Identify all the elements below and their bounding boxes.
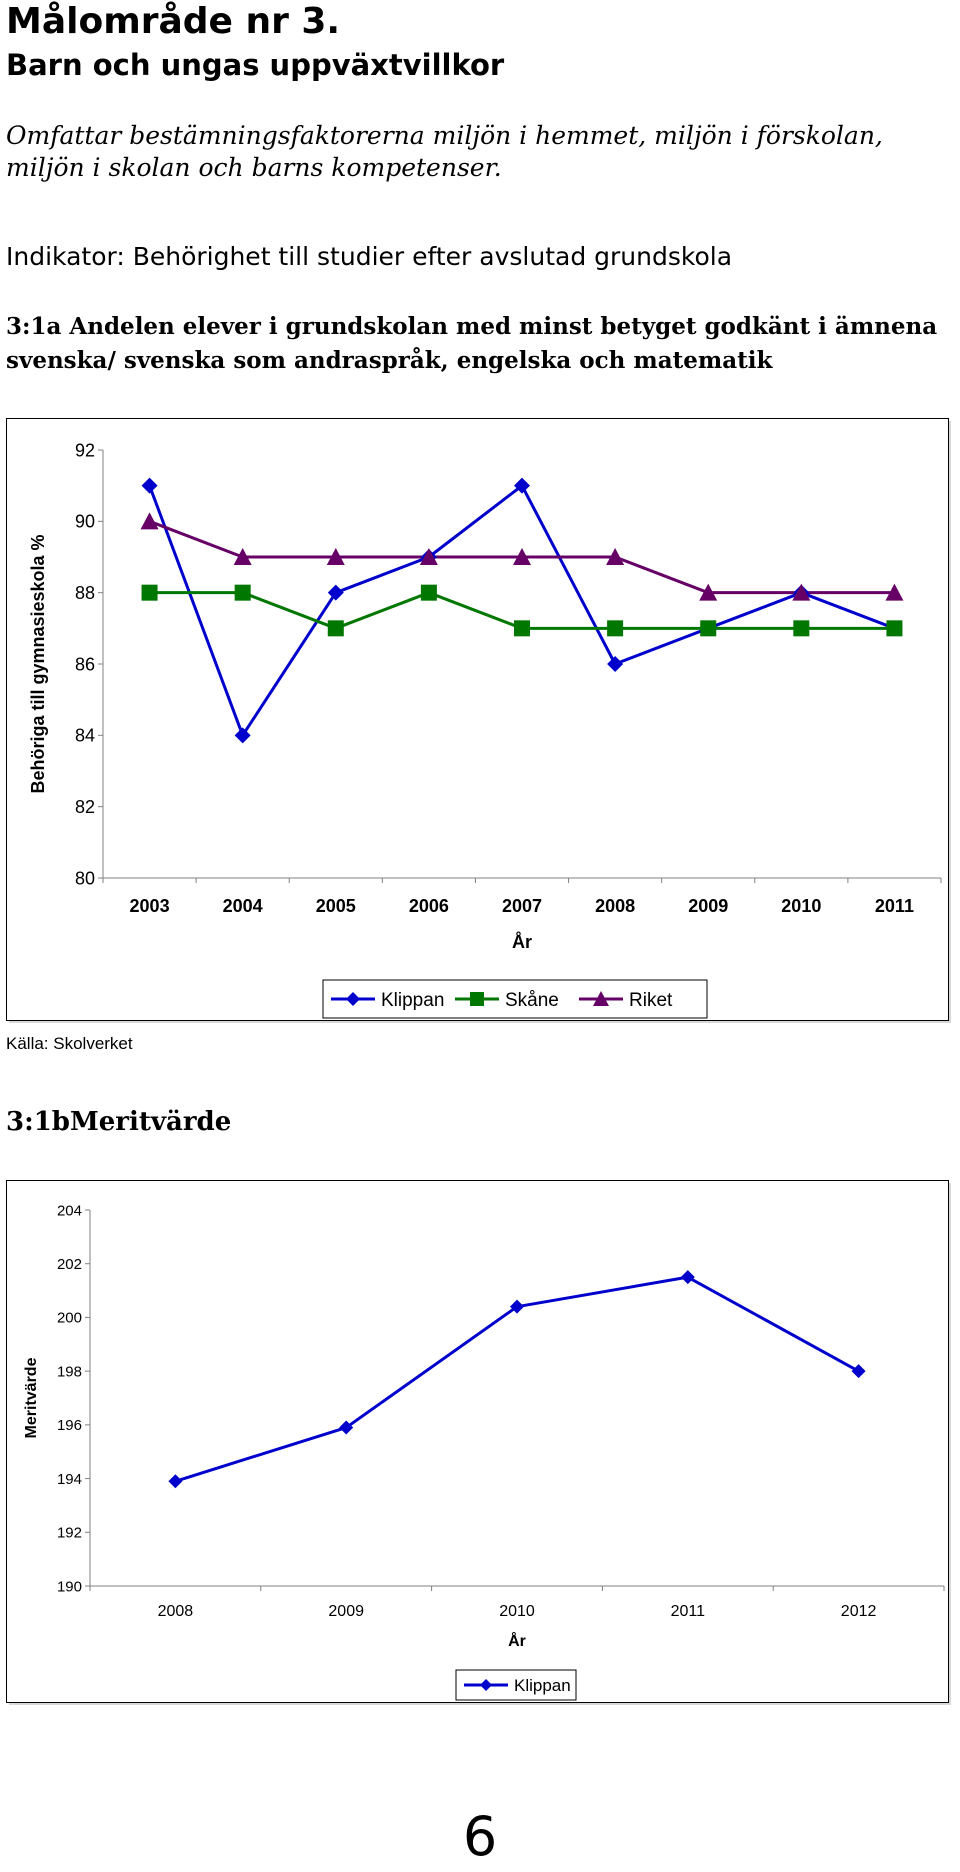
page-subtitle: Barn och ungas uppväxtvillkor xyxy=(6,48,505,82)
chart2-x-axis-title: År xyxy=(508,1633,526,1650)
page-title: Målområde nr 3. xyxy=(6,1,341,42)
chart1-y-tick-label: 84 xyxy=(74,725,95,746)
chart1-legend-label-klippan: Klippan xyxy=(381,989,445,1011)
chart1-x-tick-label: 2011 xyxy=(874,896,914,916)
chart1-x-tick-label: 2009 xyxy=(688,896,729,916)
chart2-y-tick-label: 198 xyxy=(56,1363,82,1381)
chart1-y-tick-label: 82 xyxy=(74,796,95,817)
chart2-legend-label-klippan: Klippan xyxy=(514,1676,571,1696)
chart1-y-tick-label: 92 xyxy=(74,440,95,461)
section-3-1a-heading: 3:1a Andelen elever i grundskolan med minst betyget godkänt i ämnena svenska/ svenska som andraspråk, engelska och matematik xyxy=(6,313,938,374)
indicator-heading: Indikator: Behörighet till studier efter avslutad grundskola xyxy=(6,242,733,271)
chart2-y-tick-label: 200 xyxy=(56,1309,82,1327)
chart1-x-axis-title: År xyxy=(511,932,533,952)
chart1-legend-marker-skåne xyxy=(470,992,484,1006)
chart2-x-tick-label: 2008 xyxy=(157,1603,194,1620)
chart1-point-skåne xyxy=(607,620,623,636)
chart1-y-axis-title: Behöriga till gymnasieskola % xyxy=(28,534,48,794)
chart1-y-tick-label: 90 xyxy=(74,511,95,532)
chart1-point-skåne xyxy=(328,620,344,636)
chart1-point-skåne xyxy=(142,585,158,601)
section-3-1b-heading: 3:1bMeritvärde xyxy=(6,1107,232,1137)
chart1-legend-label-skåne: Skåne xyxy=(505,989,559,1011)
chart2-x-tick-label: 2012 xyxy=(840,1603,877,1620)
chart1-x-tick-label: 2005 xyxy=(315,896,356,916)
chart1-y-tick-label: 80 xyxy=(74,868,95,889)
chart1-x-tick-label: 2007 xyxy=(501,896,543,916)
chart1-legend-label-riket: Riket xyxy=(629,989,673,1011)
chart2-x-tick-label: 2011 xyxy=(670,1603,706,1620)
chart2-frame xyxy=(7,1181,949,1703)
chart-behorighet xyxy=(6,418,952,1024)
chart2-x-tick-label: 2009 xyxy=(328,1603,364,1620)
chart2-y-tick-label: 194 xyxy=(56,1470,82,1488)
chart2-y-tick-label: 202 xyxy=(56,1255,82,1273)
chart1-x-tick-label: 2003 xyxy=(129,896,170,916)
chart-meritvarde xyxy=(6,1180,952,1706)
chart2-y-axis-title: Meritvärde xyxy=(23,1357,40,1439)
chart2-y-tick-label: 196 xyxy=(56,1417,82,1435)
chart1-x-tick-label: 2008 xyxy=(595,896,636,916)
chart2-y-tick-label: 204 xyxy=(56,1202,82,1220)
chart1-point-skåne xyxy=(421,585,437,601)
chart1-x-tick-label: 2004 xyxy=(222,896,263,916)
chart2-y-tick-label: 192 xyxy=(56,1524,82,1542)
chart1-frame xyxy=(7,419,949,1021)
page-number: 6 xyxy=(462,1805,498,1868)
chart1-x-tick-label: 2010 xyxy=(781,896,822,916)
chart1-point-skåne xyxy=(514,620,530,636)
chart1-y-tick-label: 88 xyxy=(74,582,95,603)
chart1-point-skåne xyxy=(793,620,809,636)
chart1-point-skåne xyxy=(700,620,716,636)
chart1-y-tick-label: 86 xyxy=(74,654,95,675)
source-note: Källa: Skolverket xyxy=(6,1034,133,1053)
chart1-x-tick-label: 2006 xyxy=(408,896,449,916)
chart2-y-tick-label: 190 xyxy=(56,1578,82,1596)
chart2-x-tick-label: 2010 xyxy=(499,1603,535,1620)
intro-text: Omfattar bestämningsfaktorerna miljön i hemmet, miljön i förskolan, miljön i skolan och barns kompetenser. xyxy=(6,121,883,182)
chart1-point-skåne xyxy=(886,620,902,636)
chart1-point-skåne xyxy=(235,585,251,601)
